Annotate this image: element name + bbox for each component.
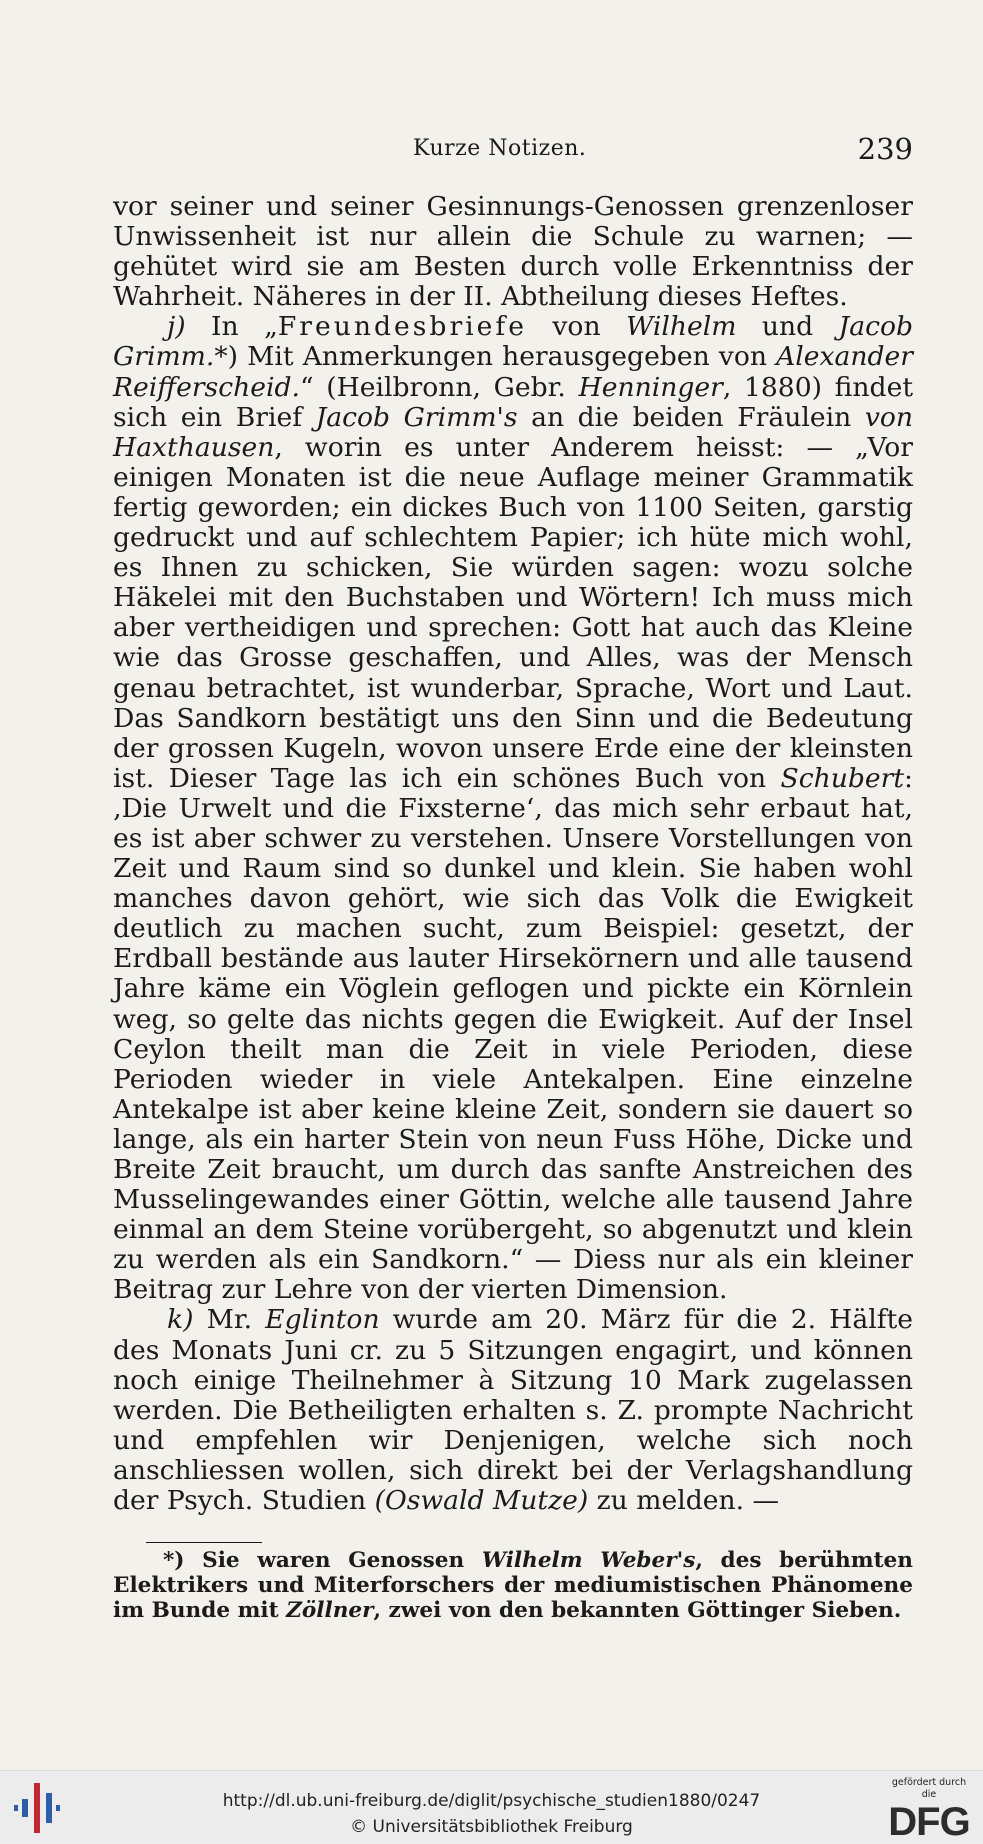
text-run: : ‚Die Urwelt und die Fixsterne‘, das mich sehr erbaut hat, es ist aber schwer zu verstehen. Unsere Vorstellungen von Zeit und Raum sind so dunkel und klein. Sie haben wohl manches davon gehört, wie sich das Volk die Ewigkeit deutlich zu machen sucht, zum Beispiel: gesetzt, der Erdball bestände aus lauter Hirsekörnern und alle tausend Jahre käme ein Vöglein geflogen und pickte ein Körnlein weg, so gelte das nichts gegen die Ewigkeit. Auf der Insel Ceylon theilt man die Zeit in viele Perioden, diese Perioden wieder in viele Antekalpen. Eine einzelne Antekalpe ist aber keine kleine Zeit, sondern sie dauert so lange, als ein harter Stein von neun Fuss Höhe, Dicke und Breite Zeit braucht, um durch das sanfte Anstreichen des Musselingewandes einer Göttin, welche alle tausend Jahre einmal an dem Steine vorübergeht, so abgenutzt und klein zu werden als ein Sandkorn.“ — Diess nur als ein kleiner Beitrag zur Lehre von der vierten Dimension. [113, 762, 913, 1306]
text-run: wurde am 20. März für die 2. Hälfte des Monats Juni cr. zu 5 Sitzungen engagirt, und können noch einige Theilnehmer à Sitzung 10 Mark zugelassen werden. Die Betheiligten erhalten s. Z. prompte Nachricht und empfehlen wir Denjenigen, welche sich noch anschliessen wollen, sich direkt bei der Verlagshandlung der Psych. Studien [113, 1304, 913, 1517]
running-title: Kurze Notizen. [413, 136, 587, 161]
permalink-url[interactable]: http://dl.ub.uni-freiburg.de/diglit/psychische_studien1880/0247 [222, 1791, 761, 1811]
italic-run: Wilhelm [625, 311, 737, 343]
footnote [113, 1549, 913, 1623]
paragraph-continuation [113, 192, 913, 312]
italic-run: Zöllner [286, 1597, 374, 1623]
page-header [113, 134, 913, 168]
viewer-footer [0, 1770, 983, 1843]
italic-run: k) [167, 1304, 194, 1336]
page-number: 239 [857, 132, 913, 166]
footnotes [113, 1549, 913, 1623]
text-run: zu melden. — [588, 1485, 780, 1517]
italic-run: von Haxthausen [113, 401, 913, 463]
text-run: , zwei von den bekannten Göttinger Sieben. [373, 1597, 902, 1623]
italic-run: j) [167, 311, 186, 343]
paragraph-k [113, 1305, 913, 1516]
dfg-logo: DFG [888, 1800, 970, 1844]
dfg-sponsor [887, 1777, 971, 1844]
text-run: *) Mit Anmerkungen herausgegeben von [214, 341, 777, 373]
dfg-caption: gefördert durch die [891, 1777, 967, 1800]
text-run: , 1880) findet sich ein Brief [113, 371, 914, 433]
text-run: , des berühmten Elektrikers und Miterforschers der mediumistischen Phänomene im Bunde mit [113, 1548, 913, 1623]
paragraph-j [113, 312, 913, 1305]
text-run: *) Sie waren Genossen [163, 1548, 482, 1573]
text-run: , worin es unter Anderem heisst: — „Vor einigen Monaten ist die neue Auflage meiner Grammatik fertig geworden; ein dickes Buch von 1100 Seiten, garstig gedruckt und auf schlechtem Papier; ich hüte mich wohl, es Ihnen zu schicken, Sie würden sagen: wozu solche Häkelei mit den Buchstaben und Wörtern! Ich muss mich aber vertheidigen und sprechen: Gott hat auch das Kleine wie das Grosse geschaffen, und Alles, was der Mensch genau betrachtet, ist wunderbar, Sprache, Wort und Laut. Das Sandkorn bestätigt uns den Sinn und die Bedeutung der grossen Kugeln, wovon unsere Erde eine der kleinsten ist. Dieser Tage las ich ein schönes Buch von [113, 431, 913, 794]
text-run: und [736, 311, 839, 343]
italic-run: Jacob Grimm's [315, 401, 518, 433]
text-run: “ (Heilbronn, Gebr. [299, 371, 579, 403]
body-text [113, 192, 913, 1516]
italic-run: Jacob Grimm. [113, 311, 913, 373]
copyright-notice: © Universitätsbibliothek Freiburg [350, 1817, 633, 1837]
italic-run: Eglinton [265, 1304, 380, 1336]
italic-run: Schubert [780, 762, 905, 794]
text-run: Mr. [193, 1304, 266, 1336]
italic-run: Wilhelm Weber's [481, 1548, 696, 1573]
footnote-divider [146, 1542, 262, 1543]
text-run: In „ [185, 311, 278, 343]
text-run: an die beiden Fräulein [517, 401, 865, 433]
italic-run: Alexander Reifferscheid. [113, 341, 913, 403]
italic-run: Henninger [578, 371, 723, 403]
spaced-run: Freundesbriefe [277, 311, 527, 343]
italic-run: (Oswald Mutze) [374, 1485, 589, 1517]
text-run: vor seiner und seiner Gesinnungs-Genossen grenzenloser Unwissenheit ist nur allein die Schule zu warnen; — gehütet wird sie am Besten durch volle Erkenntniss der Wahrheit. Näheres in der II. Abtheilung dieses Heftes. [113, 191, 913, 313]
text-run: von [527, 311, 626, 343]
